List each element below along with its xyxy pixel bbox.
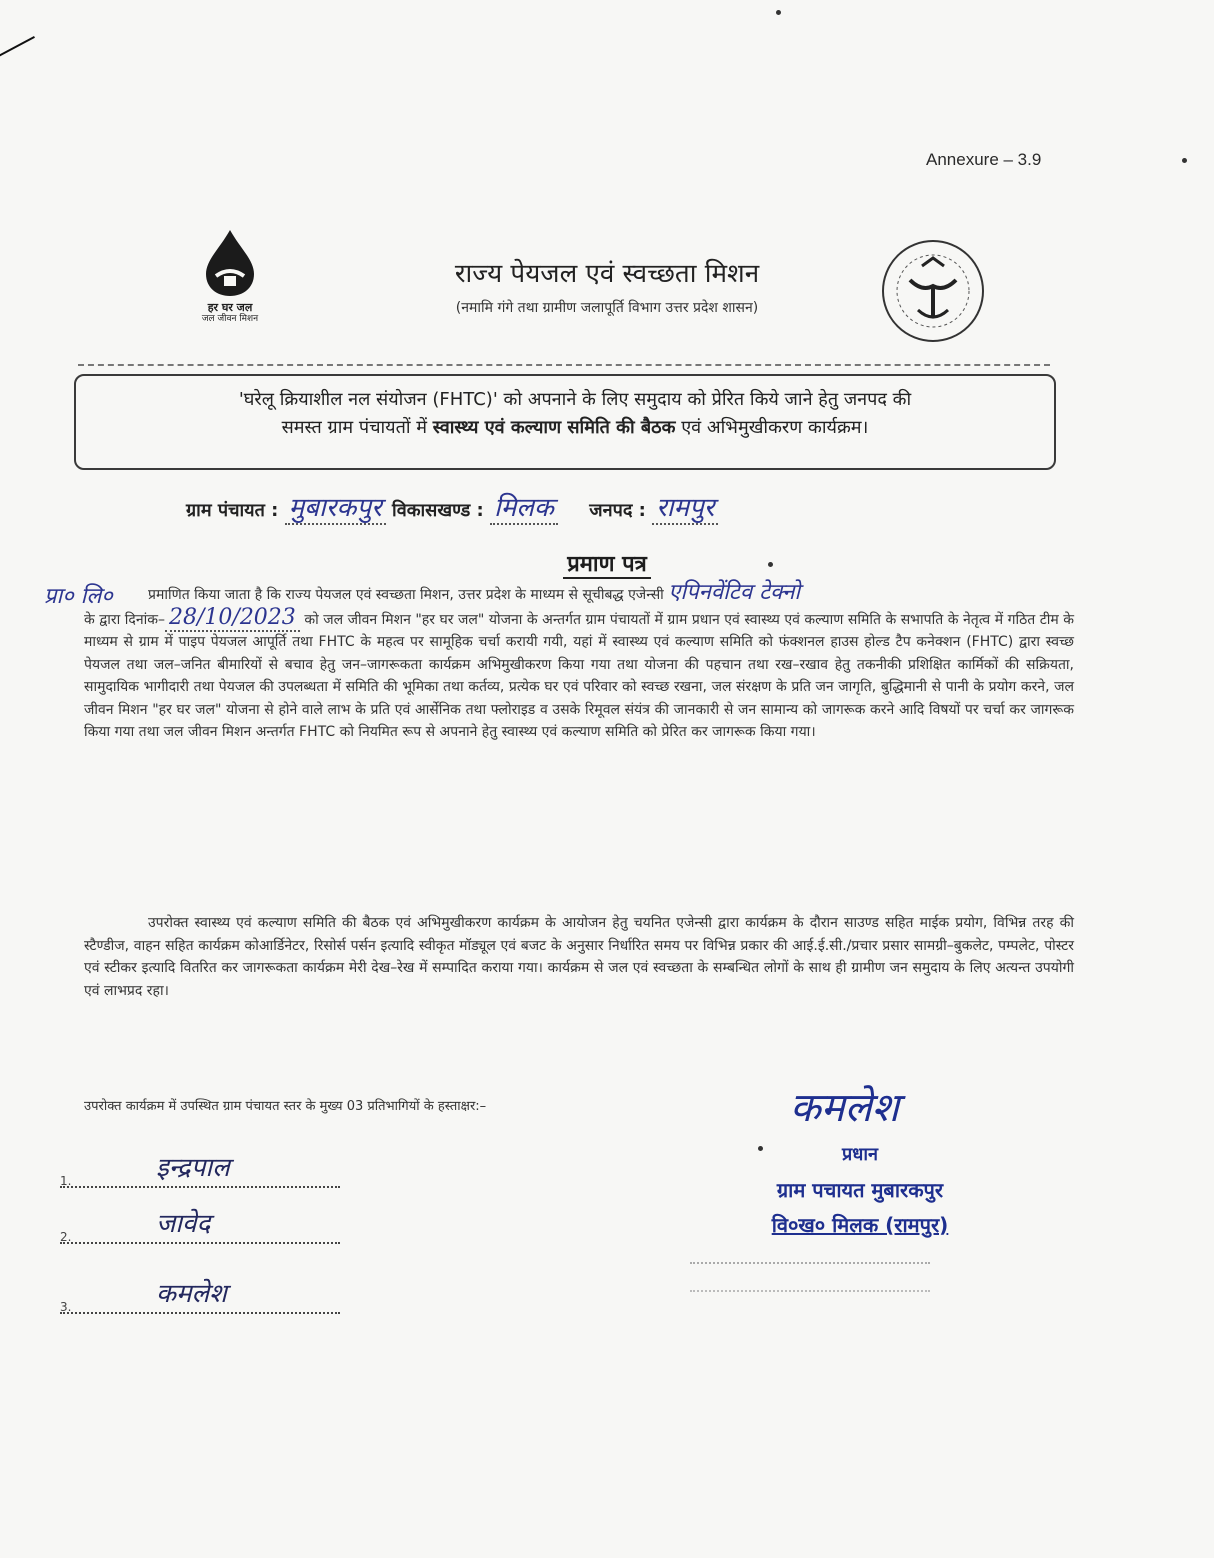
place-row (186, 488, 718, 524)
vikaskhand-value: मिलक (490, 493, 558, 525)
handwritten-prefix: प्रा० लि० (44, 584, 113, 609)
scan-mark (0, 36, 45, 76)
certificate-paragraph-2 (84, 912, 1074, 1002)
date-label: के द्वारा दिनांक– (84, 611, 165, 628)
p1-line1: प्रमाणित किया जाता है कि राज्य पेयजल एवं स्वच्छता मिशन, उत्तर प्रदेश के माध्यम से सूचीबद्ध एजेन्सी (148, 587, 664, 603)
pradhan-stamp (730, 1142, 990, 1238)
janpad-value: रामपुर (652, 493, 718, 525)
signature-number: 1. (60, 1174, 72, 1188)
signature-number: 2. (60, 1230, 72, 1244)
signature-name: इन्द्रपाल (156, 1153, 230, 1183)
vikaskhand-label: विकासखण्ड : (392, 500, 484, 521)
date-value: 28/10/2023 (165, 605, 300, 632)
logo-caption-1: हर घर जल (207, 301, 253, 314)
speck (768, 562, 773, 567)
certificate-title-text: प्रमाण पत्र (563, 552, 651, 579)
subject-line-2-post: एवं अभिमुखीकरण कार्यक्रम। (675, 417, 869, 438)
gram-panchayat-label: ग्राम पंचायत : (186, 500, 279, 521)
divider (78, 364, 1050, 366)
signature-line-1 (60, 1153, 340, 1188)
pradhan-signature: कमलेश (790, 1085, 899, 1131)
signature-name: कमलेश (156, 1279, 227, 1309)
agency-name-handwritten: एपिनवेंटिव टेक्नो (668, 580, 801, 605)
org-subtitle: (नमामि गंगे तथा ग्रामीण जलापूर्ति विभाग उत्तर प्रदेश शासन) (455, 300, 759, 316)
subject-line-1: 'घरेलू क्रियाशील नल संयोजन (FHTC)' को अपनाने के लिए समुदाय को प्रेरित किये जाने हेतु जनपद की (238, 389, 912, 410)
subject-line-2-bold: स्वास्थ्य एवं कल्याण समिति की बैठक (432, 417, 676, 438)
gram-panchayat-value: मुबारकपुर (285, 493, 386, 525)
faint-stamp-rule (690, 1290, 930, 1292)
signature-number: 3. (60, 1300, 72, 1314)
annexure-label: Annexure – 3.9 (926, 150, 1042, 169)
stamp-line-1: ग्राम पचायत मुबारकपुर (776, 1178, 944, 1202)
subject-text (100, 386, 1050, 442)
logo-caption-2: जल जीवन मिशन (201, 314, 259, 324)
faint-stamp-rule (690, 1262, 930, 1264)
subject-line-2-pre: समस्त ग्राम पंचायतों में (281, 417, 433, 438)
janpad-label: जनपद : (589, 500, 646, 521)
subject-line-2 (100, 414, 1050, 442)
signatures-caption: उपरोक्त कार्यक्रम में उपस्थित ग्राम पंचायत स्तर के मुख्य 03 प्रतिभागियों के हस्ताक्षर:– (84, 1099, 487, 1114)
signature-name: जावेद (156, 1209, 211, 1239)
stamp-line-2: वि०ख० मिलक (रामपुर) (771, 1213, 949, 1237)
p1-body: को जल जीवन मिशन "हर घर जल" योजना के अन्तर्गत ग्राम पंचायतों में ग्राम प्रधान एवं स्वास्थ्य एवं कल्याण समिति के सभापति के नेतृत्व में गठित टीम के माध्यम से ग्राम में पाइप पेयजल आपूर्ति तथा FHTC के महत्व पर सामूहिक चर्चा करायी गयी, यहां में स्वास्थ्य एवं कल्याण समिति को फंक्शनल हाउस होल्ड टैप कनेक्शन (FHTC) द्वारा स्वच्छ पेयजल तथा जल–जनित बीमारियों से बचाव हेतु जन–जागरूकता कार्यक्रम अभिमुखीकरण किया गया तथा योजना की पहचान तथा रख–रखाव हेतु तकनीकी प्रशिक्षित कार्मिकों की सक्रियता, सामुदायिक भागीदारी तथा पेयजल की उपलब्धता में समिति की भूमिका तथा कर्तव्य, प्रत्येक घर एवं परिवार को स्वच्छ रखना, जल संरक्षण के प्रति जन जागृति, बुद्धिमानी से पानी के प्रयोग करने, जल जीवन मिशन "हर घर जल" योजना से होने वाले लाभ के प्रति एवं आर्सेनिक तथा फ्लोराइड व उसके रिमूवल संयंत्र की जानकारी से जन सामान्य को जागरूक करने आदि विषयों पर चर्चा कर जागरूक किया गया तथा जल जीवन मिशन अन्तर्गत FHTC को नियमित रूप से अपनाने हेतु स्वास्थ्य एवं कल्याण समिति को प्रेरित कर जागरूक किया गया। (84, 611, 1075, 740)
certificate-paragraph-1 (84, 582, 1074, 744)
speck (776, 10, 781, 15)
signature-line-2 (60, 1209, 340, 1244)
org-title: राज्य पेयजल एवं स्वच्छता मिशन (454, 259, 760, 289)
up-government-emblem-icon (878, 236, 988, 346)
p2-body: उपरोक्त स्वास्थ्य एवं कल्याण समिति की बैठक एवं अभिमुखीकरण कार्यक्रम के आयोजन हेतु चयनित एजेन्सी द्वारा कार्यक्रम के दौरान साउण्ड सहित माईक प्रयोग, विभिन्न तरह की स्टैण्डीज, वाहन सहित कार्यक्रम कोआर्डिनेटर, रिसोर्स पर्सन इत्यादि स्वीकृत मॉड्यूल एवं बजट के अनुसार निर्धारित समय पर विभिन्न प्रकार की आई.ई.सी./प्रचार प्रसार सामग्री–बुकलेट, पम्पलेट, पोस्टर एवं स्टीकर इत्यादि वितरित कर जागरूकता कार्यक्रम मेरी देख–रेख में सम्पादित कराया गया। कार्यक्रम से जल एवं स्वच्छता के सम्बन्धित लोगों के साथ ही ग्रामीण जन समुदाय के लिए अत्यन्त उपयोगी एवं लाभप्रद रहा। (84, 915, 1074, 999)
speck (1182, 158, 1187, 163)
signature-line-3 (60, 1279, 340, 1314)
certificate-title (0, 548, 1214, 578)
stamp-title: प्रधान (842, 1144, 878, 1165)
